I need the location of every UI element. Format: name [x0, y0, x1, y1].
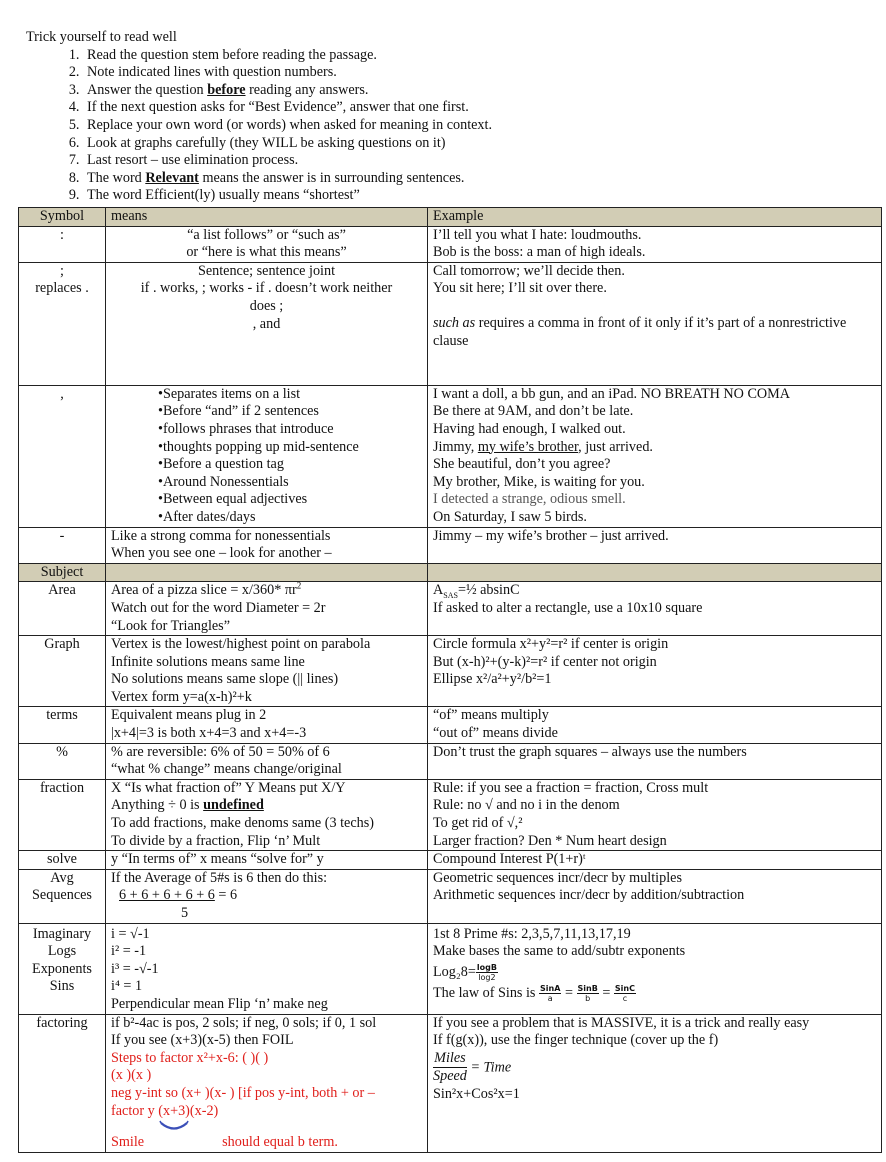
solve-row — [19, 851, 882, 870]
cheat-sheet-table — [18, 207, 882, 1153]
terms-label: terms — [19, 707, 106, 743]
imaginary-means: i = √-1 i² = -1 i³ = -√-1 i⁴ = 1 Perpendicular mean Flip ‘n’ make neg — [106, 923, 428, 1014]
comma-means: •Separates items on a list •Before “and” if 2 sentences •follows phrases that introduce •thoughts popping up mid-sentence •Before a question tag •Around Nonessentials •Between equal adjectives •After dates/days — [106, 385, 428, 527]
percent-label: % — [19, 743, 106, 779]
smile-icon — [159, 1120, 189, 1132]
avg-means: If the Average of 5#s is 6 then do this: 6 + 6 + 6 + 6 + 6 = 6 5 — [106, 869, 428, 923]
fraction-label: fraction — [19, 779, 106, 850]
intro-title: Trick yourself to read well — [26, 29, 177, 45]
solve-label: solve — [19, 851, 106, 870]
terms-example: “of” means multiply “out of” means divide — [428, 707, 882, 743]
imaginary-row — [19, 923, 882, 1014]
fraction-example: Rule: if you see a fraction = fraction, Cross mult Rule: no √ and no i in the denom To get rid of √,² Larger fraction? Den * Num heart design — [428, 779, 882, 850]
tip-item: 8. The word Relevant means the answer is in surrounding sentences. — [83, 170, 866, 188]
graph-row — [19, 636, 882, 707]
graph-example: Circle formula x²+y²=r² if center is origin But (x-h)²+(y-k)²=r² if center not origin Ellipse x²/a²+y²/b²=1 — [428, 636, 882, 707]
tip-item: 6. Look at graphs carefully (they WILL be asking questions on it) — [83, 135, 866, 153]
factoring-label: factoring — [19, 1014, 106, 1152]
subject-header-row — [19, 563, 882, 582]
dash-symbol: - — [19, 527, 106, 563]
area-label: Area — [19, 582, 106, 636]
factoring-row — [19, 1014, 882, 1152]
factoring-means: if b²-4ac is pos, 2 sols; if neg, 0 sols; if 0, 1 sol If you see (x+3)(x-5) then FOIL Steps to factor x²+x-6: ( )( ) (x )(x ) neg y-int so (x+ )(x- ) [if pos y-int, both + or – factor y (x+3)(x-2) Smile should equal b term. — [106, 1014, 428, 1152]
header-row — [19, 208, 882, 227]
tip-item: 2. Note indicated lines with question numbers. — [83, 64, 866, 82]
terms-means: Equivalent means plug in 2 |x+4|=3 is both x+4=3 and x+4=-3 — [106, 707, 428, 743]
percent-row — [19, 743, 882, 779]
comma-row — [19, 385, 882, 527]
miles-speed-fraction: $\frac{\text{Miles}}{\text{Speed}}$ — [433, 1049, 467, 1085]
semicolon-symbol: ; replaces . — [19, 262, 106, 385]
imaginary-example: 1st 8 Prime #s: 2,3,5,7,11,13,17,19 Make bases the same to add/subtr exponents Log₂8= $\frac{\log B}{\log 2}$ The law of Sins is $\frac{\text{SinA}}{a}$ = $\frac{\text{SinB}}{b}$ = $\frac{\text{SinC}}{c}$ — [428, 923, 882, 1014]
dash-means: Like a strong comma for nonessentials When you see one – look for another – — [106, 527, 428, 563]
header-means: means — [106, 208, 428, 227]
comma-example: I want a doll, a bb gun, and an iPad. NO BREATH NO COMA Be there at 9AM, and don’t be late. Having had enough, I walked out. Jimmy, my wife’s brother, just arrived. She beautiful, don’t you agree? My brother, Mike, is waiting for you. I detected a strange, odious smell. On Saturday, I saw 5 birds. — [428, 385, 882, 527]
tip-item: 9. The word Efficient(ly) usually means “shortest” — [83, 187, 866, 205]
subject-header: Subject — [19, 563, 106, 582]
colon-symbol: : — [19, 226, 106, 262]
graph-label: Graph — [19, 636, 106, 707]
solve-means: y “In terms of” x means “solve for” y — [106, 851, 428, 870]
comma-symbol: , — [19, 385, 106, 527]
colon-example: I’ll tell you what I hate: loudmouths. Bob is the boss: a man of high ideals. — [428, 226, 882, 262]
header-example: Example — [428, 208, 882, 227]
dash-example: Jimmy – my wife’s brother – just arrived. — [428, 527, 882, 563]
graph-means: Vertex is the lowest/highest point on parabola Infinite solutions means same line No solutions means same slope (|| lines) Vertex form y=a(x-h)²+k — [106, 636, 428, 707]
semicolon-row — [19, 262, 882, 385]
factoring-example: If you see a problem that is MASSIVE, it is a trick and really easy If f(g(x)), use the finger technique (cover up the f) $\frac{\text{Miles}}{\text{Speed}}$ = Time Sin²x+Cos²x=1 — [428, 1014, 882, 1152]
tip-item: 4. If the next question asks for “Best Evidence”, answer that one first. — [83, 99, 866, 117]
semicolon-example: Call tomorrow; we’ll decide then. You sit here; I’ll sit over there. such as requires a comma in front of it only if it’s part of a nonrestrictive clause — [428, 262, 882, 385]
intro-section — [26, 29, 866, 205]
log-fraction: $\frac{\log B}{\log 2}$ — [476, 962, 497, 982]
tip-item: 3. Answer the question before reading any answers. — [83, 82, 866, 100]
colon-row — [19, 226, 882, 262]
fraction-means: X “Is what fraction of” Y Means put X/Y Anything ÷ 0 is undefined To add fractions, make denoms same (3 techs) To divide by a fraction, Flip ‘n’ Mult — [106, 779, 428, 850]
tip-item: 1. Read the question stem before reading the passage. — [83, 47, 866, 65]
tip-item: 7. Last resort – use elimination process. — [83, 152, 866, 170]
tips-list — [26, 47, 866, 205]
area-row — [19, 582, 882, 636]
percent-example: Don’t trust the graph squares – always use the numbers — [428, 743, 882, 779]
solve-example: Compound Interest P(1+r)ᵗ — [428, 851, 882, 870]
dash-row — [19, 527, 882, 563]
terms-row — [19, 707, 882, 743]
tip-item: 5. Replace your own word (or words) when asked for meaning in context. — [83, 117, 866, 135]
avg-example: Geometric sequences incr/decr by multiples Arithmetic sequences incr/decr by addition/subtraction — [428, 869, 882, 923]
percent-means: % are reversible: 6% of 50 = 50% of 6 “what % change” means change/original — [106, 743, 428, 779]
avg-label: Avg Sequences — [19, 869, 106, 923]
semicolon-means: Sentence; sentence joint if . works, ; works - if . doesn’t work neither does ; , and — [106, 262, 428, 385]
avg-row — [19, 869, 882, 923]
area-means: Area of a pizza slice = x/360* $\pi r^2$ Watch out for the word Diameter = 2r “Look for Triangles” — [106, 582, 428, 636]
header-symbol: Symbol — [19, 208, 106, 227]
area-example: $A_{SAS}=\frac{1}{2}$ absinC If asked to alter a rectangle, use a 10x10 square — [428, 582, 882, 636]
fraction-row — [19, 779, 882, 850]
colon-means: “a list follows” or “such as” or “here is what this means” — [106, 226, 428, 262]
imaginary-label: Imaginary Logs Exponents Sins — [19, 923, 106, 1014]
